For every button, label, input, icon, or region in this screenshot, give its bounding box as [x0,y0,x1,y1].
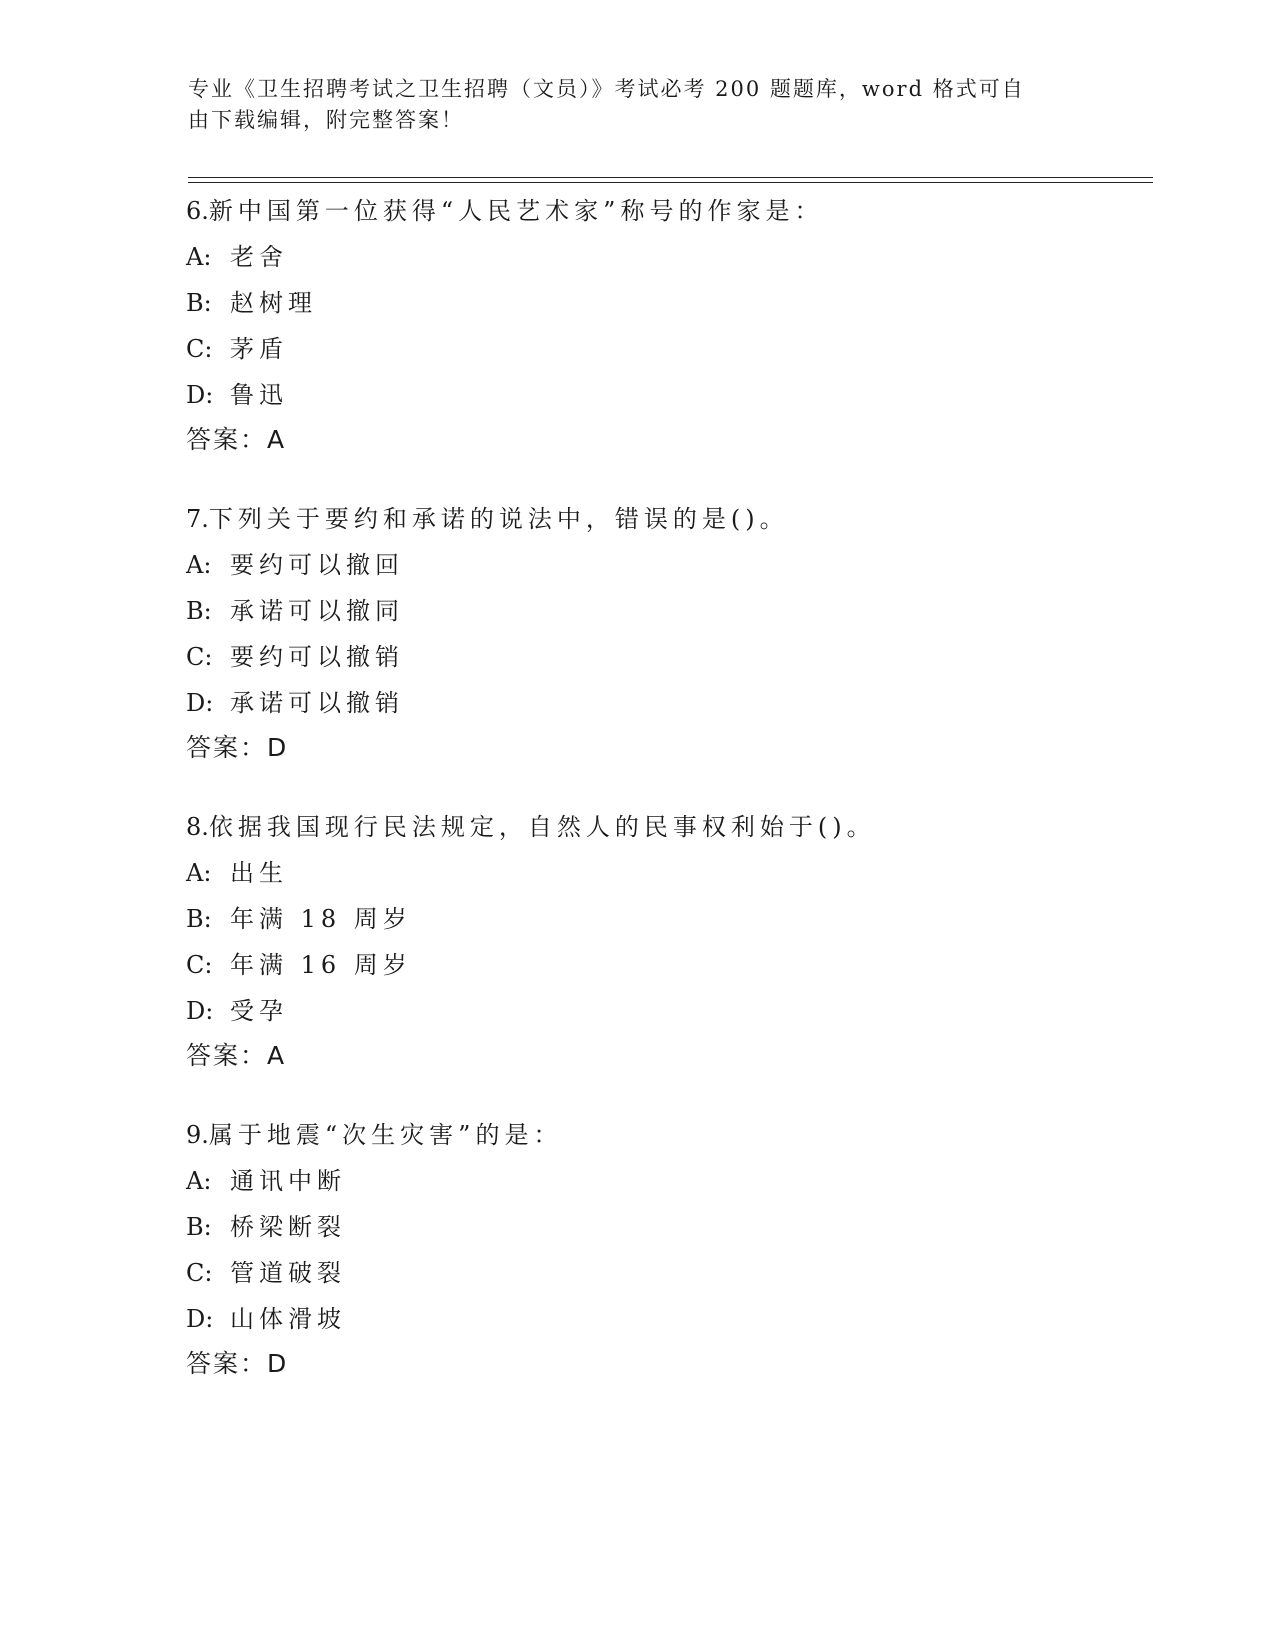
option-c [186,942,1146,988]
option-letter: C: [186,951,213,979]
option-letter: B: [186,289,212,317]
header-divider-bottom [188,182,1153,183]
answer-line: 答案：A [186,425,287,454]
option-letter: D: [186,997,214,1025]
option-a [186,234,1146,280]
option-letter: D: [186,1305,214,1333]
answer-line: 答案：D [186,733,289,762]
question-6 [186,188,1146,462]
option-letter: B: [186,1213,212,1241]
option-a [186,1158,1146,1204]
question-number: 6. [186,197,209,225]
question-list [186,188,1146,1420]
option-text: 赵树理 [230,289,317,317]
option-text: 茅盾 [230,335,288,363]
answer-line: 答案：D [186,1349,289,1378]
option-letter: A: [186,551,212,579]
question-stem [186,496,1146,542]
header-divider-top [188,177,1153,178]
option-b [186,280,1146,326]
option-letter: A: [186,859,212,887]
option-a [186,542,1146,588]
option-a [186,850,1146,896]
question-number: 7. [186,505,209,533]
option-d [186,1296,1146,1342]
option-b [186,1204,1146,1250]
question-stem [186,1112,1146,1158]
option-text: 老舍 [230,243,288,271]
question-9 [186,1112,1146,1386]
option-letter: D: [186,381,214,409]
option-c [186,326,1146,372]
option-d [186,680,1146,726]
option-d [186,372,1146,418]
question-stem [186,804,1146,850]
option-text: 承诺可以撤销 [230,689,404,717]
question-text: 新中国第一位获得“人民艺术家”称号的作家是： [208,197,824,225]
option-letter: C: [186,335,213,363]
header-line-1: 专业《卫生招聘考试之卫生招聘（文员）》考试必考 200 题题库，word 格式可自 [188,77,1025,101]
option-text: 鲁迅 [230,381,288,409]
option-text: 要约可以撤回 [230,551,404,579]
option-c [186,634,1146,680]
option-text: 通讯中断 [230,1167,346,1195]
option-c [186,1250,1146,1296]
option-text: 管道破裂 [230,1259,346,1287]
option-text: 承诺可以撤同 [230,597,404,625]
option-d [186,988,1146,1034]
question-stem [186,188,1146,234]
option-b [186,588,1146,634]
option-letter: B: [186,905,212,933]
document-header [188,74,1068,136]
question-7 [186,496,1146,770]
option-text: 年满 18 周岁 [230,905,412,933]
option-text: 桥梁断裂 [230,1213,346,1241]
option-text: 山体滑坡 [230,1305,346,1333]
option-letter: A: [186,243,212,271]
answer-line: 答案：A [186,1041,287,1070]
question-text: 依据我国现行民法规定，自然人的民事权利始于()。 [208,813,876,841]
option-letter: D: [186,689,214,717]
question-text: 下列关于要约和承诺的说法中，错误的是()。 [208,505,789,533]
header-line-2: 由下载编辑，附完整答案！ [188,108,464,132]
option-text: 受孕 [230,997,288,1025]
option-text: 要约可以撤销 [230,643,404,671]
option-text: 年满 16 周岁 [230,951,412,979]
question-number: 8. [186,813,209,841]
question-8 [186,804,1146,1078]
question-number: 9. [186,1121,209,1149]
question-text: 属于地震“次生灾害”的是： [208,1121,563,1149]
option-letter: B: [186,597,212,625]
option-text: 出生 [230,859,288,887]
option-letter: C: [186,643,213,671]
option-b [186,896,1146,942]
option-letter: A: [186,1167,212,1195]
option-letter: C: [186,1259,213,1287]
